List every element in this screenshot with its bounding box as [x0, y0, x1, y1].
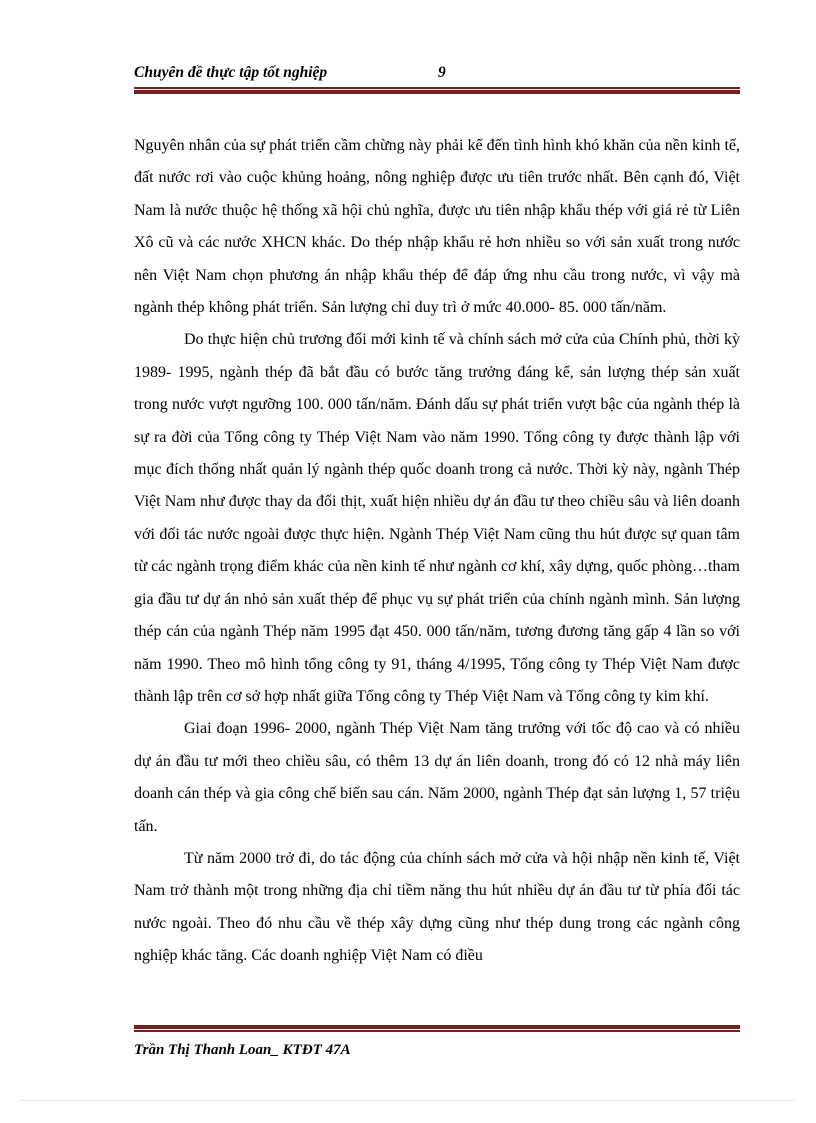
- footer-rule-thin: [134, 1030, 740, 1032]
- header-rule-thin: [134, 87, 740, 89]
- header-rule-thick: [134, 90, 740, 94]
- paragraph-4: Từ năm 2000 trở đi, do tác động của chính sách mở cửa và hội nhập nền kinh tế, Việt Nam trở thành một trong những địa chỉ tiềm năng thu hút nhiều dự án đầu tư từ phía đối tác nước ngoài. Theo đó nhu cầu về thép xây dựng cũng như thép dung trong các ngành công nghiệp khác tăng. Các doanh nghiệp Việt Nam có điều: [134, 849, 740, 965]
- footer-author: Trần Thị Thanh Loan_ KTĐT 47A: [134, 1042, 351, 1058]
- page-edge-dotted-line: [20, 1100, 796, 1101]
- paragraph-1: Nguyên nhân của sự phát triển cầm chừng này phải kể đến tình hình khó khăn của nền kinh tế, đất nước rơi vào cuộc khủng hoảng, nông nghiệp được ưu tiên trước nhất. Bên cạnh đó, Việt Nam là nước thuộc hệ thống xã hội chủ nghĩa, được ưu tiên nhập khẩu thép với giá rẻ từ Liên Xô cũ và các nước XHCN khác. Do thép nhập khẩu rẻ hơn nhiều so với sản xuất trong nước nên Việt Nam chọn phương án nhập khẩu thép để đáp ứng nhu cầu trong nước, vì vậy mà ngành thép không phát triển. Sản lượng chỉ duy trì ở mức 40.000- 85. 000 tấn/năm.: [134, 137, 740, 317]
- body-text: [134, 130, 740, 973]
- header-title: Chuyên đề thực tập tốt nghiệp: [134, 64, 328, 81]
- page-header: [134, 64, 740, 86]
- paragraph-2: Do thực hiện chủ trương đổi mới kinh tế và chính sách mở cửa của Chính phủ, thời kỳ 1989- 1995, ngành thép đã bắt đầu có bước tăng trưởng đáng kể, sản lượng thép sản xuất trong nước vượt ngưỡng 100. 000 tấn/năm. Đánh dấu sự phát triển vượt bậc của ngành thép là sự ra đời của Tổng công ty Thép Việt Nam vào năm 1990. Tổng công ty được thành lập với mục đích thống nhất quản lý ngành thép quốc doanh trong cả nước. Thời kỳ này, ngành Thép Việt Nam như được thay da đổi thịt, xuất hiện nhiều dự án đầu tư theo chiều sâu và liên doanh với đối tác nước ngoài được thực hiện. Ngành Thép Việt Nam cũng thu hút được sự quan tâm từ các ngành trọng điểm khác của nền kinh tế như ngành cơ khí, xây dựng, quốc phòng…tham gia đầu tư dự án nhỏ sản xuất thép để phục vụ sự phát triển của chính ngành mình. Sản lượng thép cán của ngành Thép năm 1995 đạt 450. 000 tấn/năm, tương đương tăng gấp 4 lần so với năm 1990. Theo mô hình tổng công ty 91, tháng 4/1995, Tổng công ty Thép Việt Nam được thành lập trên cơ sở hợp nhất giữa Tổng công ty Thép Việt Nam và Tổng công ty kim khí.: [134, 331, 740, 705]
- page-number: 9: [438, 64, 446, 81]
- footer-rule-thick: [134, 1025, 740, 1029]
- paragraph-3: Giai đoạn 1996- 2000, ngành Thép Việt Nam tăng trưởng với tốc độ cao và có nhiều dự án đầu tư mới theo chiều sâu, có thêm 13 dự án liên doanh, trong đó có 12 nhà máy liên doanh cán thép và gia công chế biến sau cán. Năm 2000, ngành Thép đạt sản lượng 1, 57 triệu tấn.: [134, 720, 740, 835]
